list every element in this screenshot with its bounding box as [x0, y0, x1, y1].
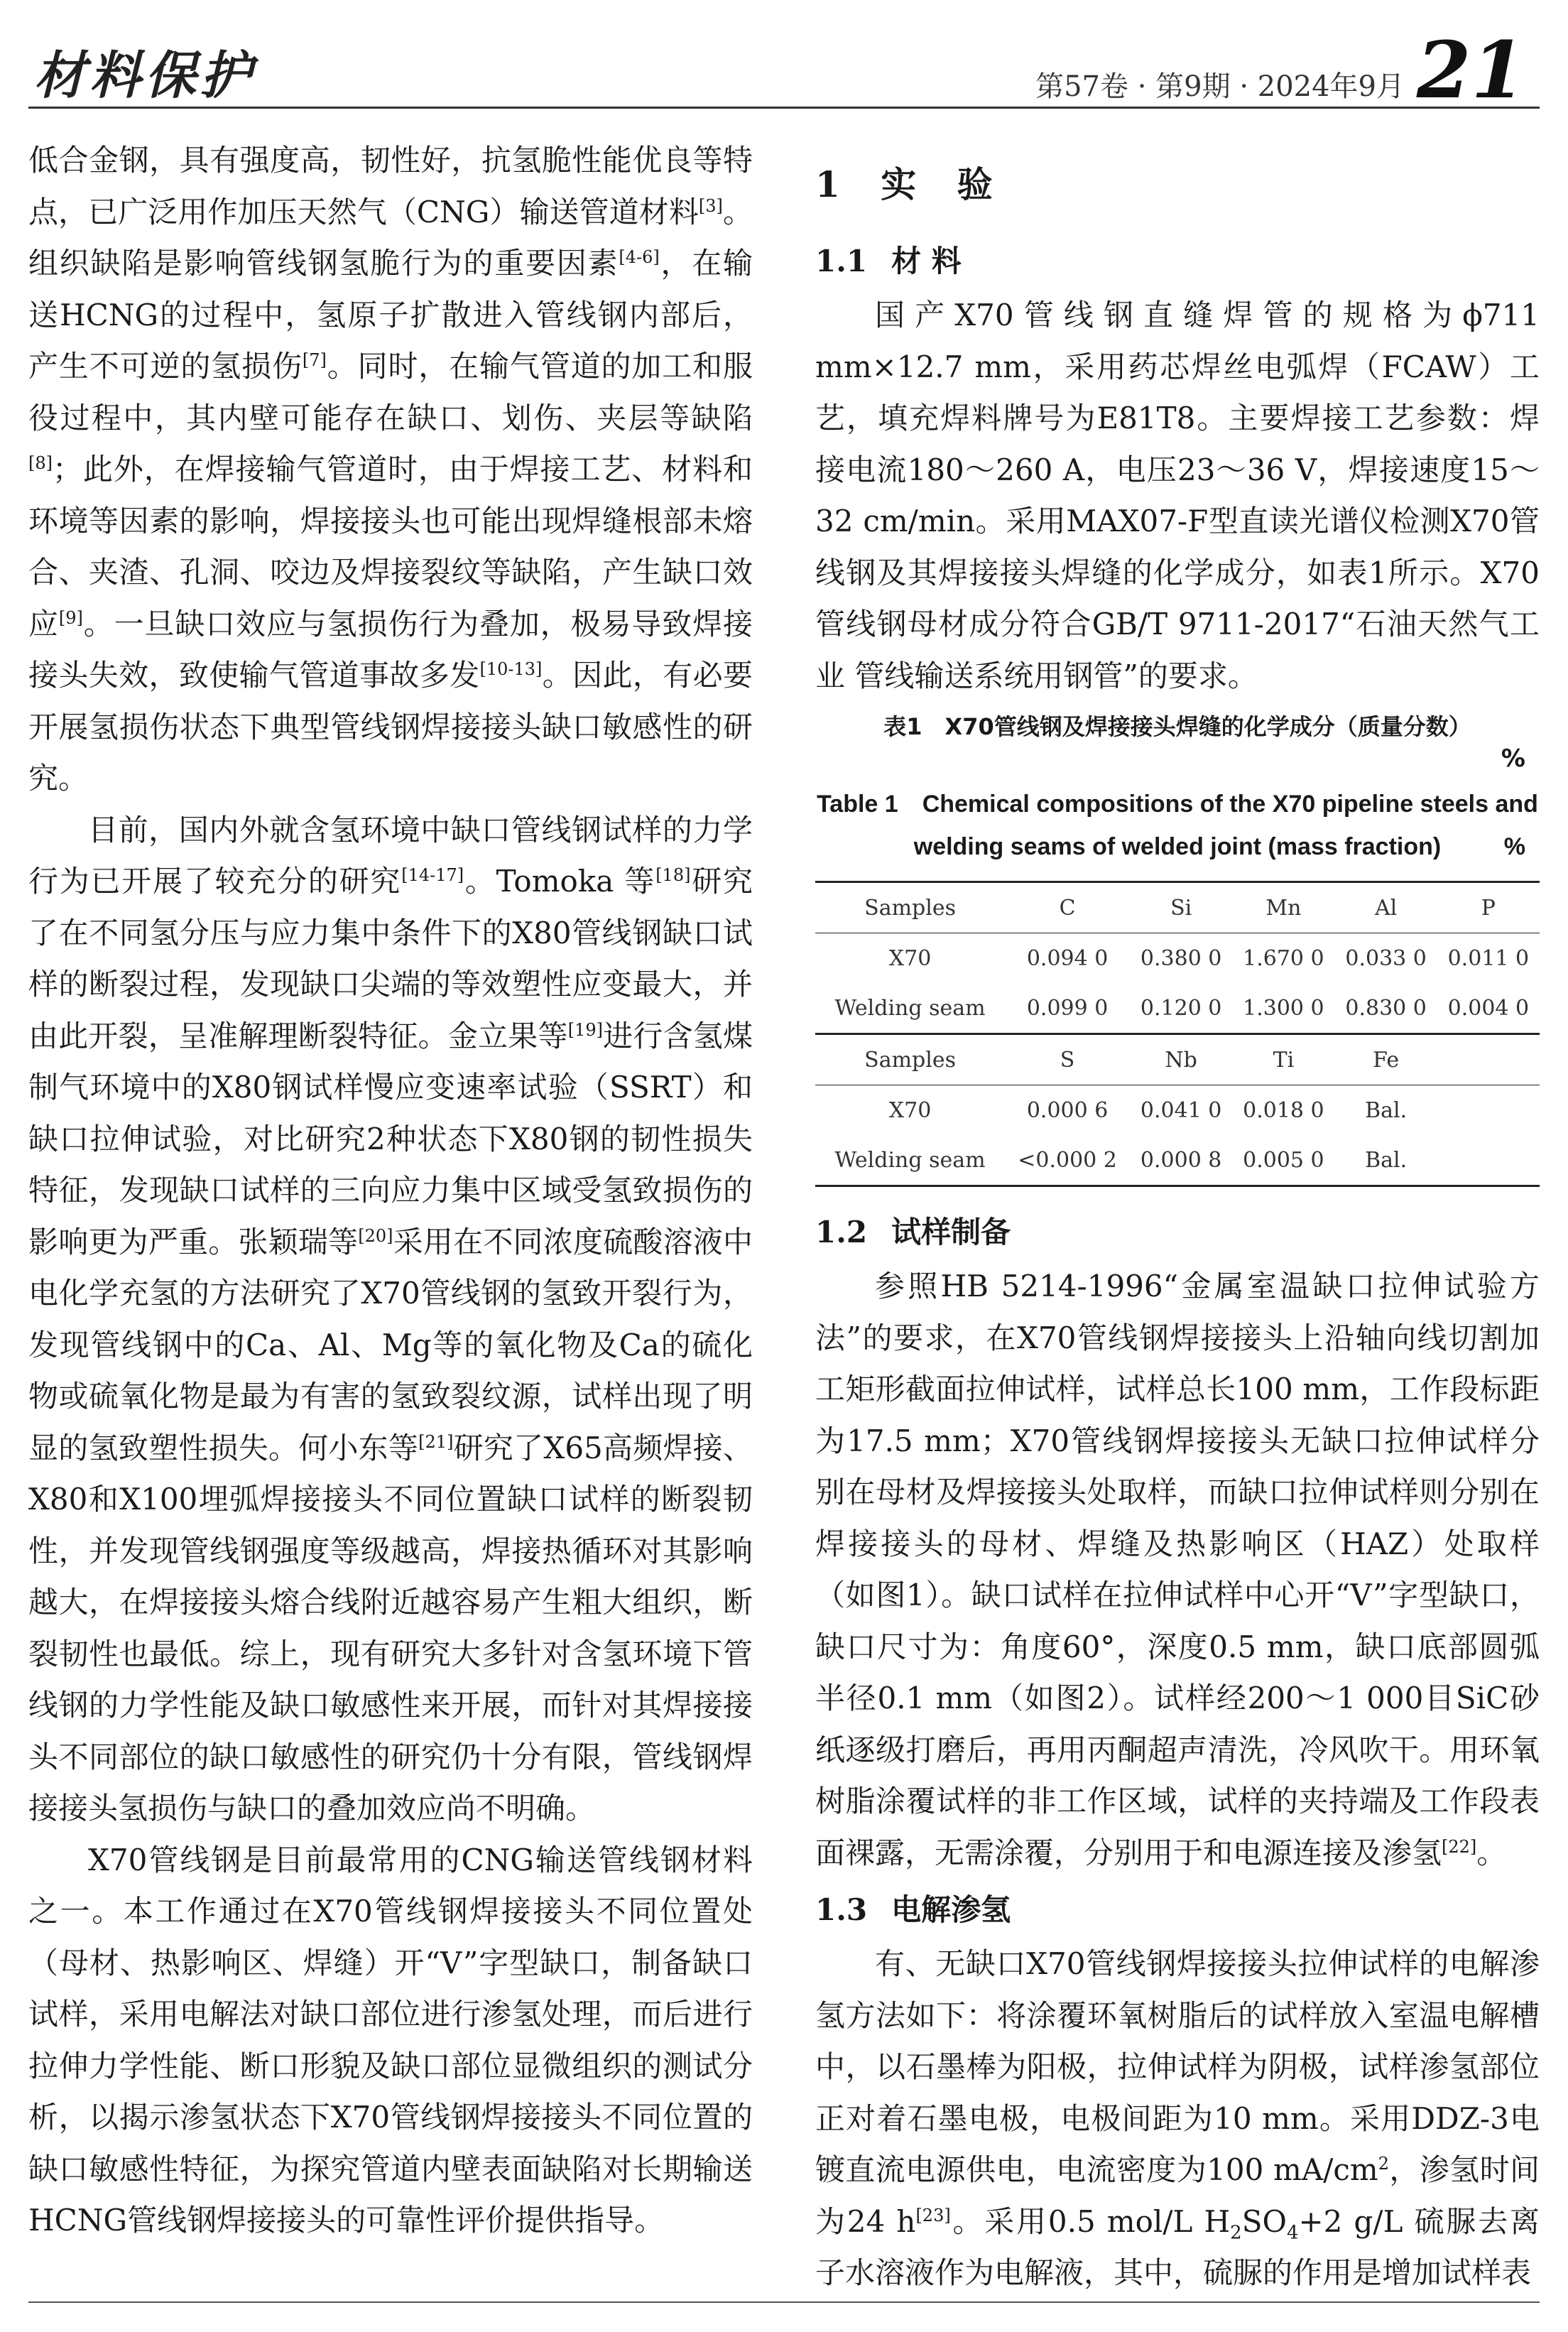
subsection-heading-1-3: 1.3 电解渗氢 [815, 1892, 1011, 1927]
table-row: Welding seam <0.000 2 0.000 8 0.005 0 Bal. [815, 1135, 1540, 1186]
page-number: 21 [1416, 24, 1525, 116]
paragraph-1: 低合金钢，具有强度高，韧性好，抗氢脆性能优良等特点，已广泛用作加压天然气（CNG）输送管道材料[3]。组织缺陷是影响管线钢氢脆行为的重要因素[4-6]，在输送HCNG的过程中，氢原子扩散进入管线钢内部后，产生不可逆的氢损伤[7]。同时，在输气管道的加工和服役过程中，其内壁可能存在缺口、划伤、夹层等缺陷[8]；此外，在焊接输气管道时，由于焊接工艺、材料和环境等因素的影响，焊接接头也可能出现焊缝根部未熔合、夹渣、孔洞、咬边及焊接裂纹等缺陷，产生缺口效应[9]。一旦缺口效应与氢损伤行为叠加，极易导致焊接接头失效，致使输气管道事故多发[10-13]。因此，有必要开展氢损伤状态下典型管线钢焊接接头缺口敏感性的研究。 [28, 143, 753, 796]
specimen-prep-paragraph: 参照HB 5214-1996“金属室温缺口拉伸试验方法”的要求，在X70管线钢焊接接头上沿轴向线切割加工矩形截面拉伸试样，试样总长100 mm，工作段标距为17.5 mm；X70管线钢焊接接头无缺口拉伸试样分别在母材及焊接接头处取样，而缺口拉伸试样则分别在焊接接头的母材、焊缝及热影响区（HAZ）处取样（如图1）。缺口试样在拉伸试样中心开“V”字型缺口，缺口尺寸为：角度60°，深度0.5 mm，缺口底部圆弧半径0.1 mm（如图2）。试样经200～1 000目SiC砂纸逐级打磨后，再用丙酮超声清洗，冷风吹干。用环氧树脂涂覆试样的非工作区域，试样的夹持端及工作段表面裸露，无需涂覆，分别用于和电源连接及渗氢[22]。 [815, 1269, 1540, 1870]
table-row: Welding seam 0.099 0 0.120 0 1.300 0 0.830 0 0.004 0 [834, 995, 1530, 1021]
left-column [28, 135, 753, 2247]
subsection-heading-1-1: 1.1 材 料 [815, 244, 962, 278]
paragraph-2: 目前，国内外就含氢环境中缺口管线钢试样的力学行为已开展了较充分的研究[14-17]。Tomoka 等[18]研究了在不同氢分压与应力集中条件下的X80管线钢缺口试样的断裂过程，发现缺口尖端的等效塑性应变最大，并由此开裂，呈准解理断裂特征。金立果等[19]进行含氢煤制气环境中的X80钢试样慢应变速率试验（SSRT）和缺口拉伸试验，对比研究2种状态下X80钢的韧性损失特征，发现缺口试样的三向应力集中区域受氢致损伤的影响更为严重。张颖瑞等[20]采用在不同浓度硫酸溶液中电化学充氢的方法研究了X70管线钢的氢致开裂行为，发现管线钢中的Ca、Al、Mg等的氧化物及Ca的硫化物或硫氧化物是最为有害的氢致裂纹源，试样出现了明显的氢致塑性损失。何小东等[21]研究了X65高频焊接、X80和X100埋弧焊接接头不同位置缺口试样的断裂韧性，并发现管线钢强度等级越高，焊接热循环对其影响越大，在焊接接头熔合线附近越容易产生粗大组织，断裂韧性也最低。综上，现有研究大多针对含氢环境下管线钢的力学性能及缺口敏感性来开展，而针对其焊接接头不同部位的缺口敏感性的研究仍十分有限，管线钢焊接接头氢损伤与缺口的叠加效应尚不明确。 [28, 812, 753, 1826]
paragraph-3: X70管线钢是目前最常用的CNG输送管线钢材料之一。本工作通过在X70管线钢焊接接头不同位置处（母材、热影响区、焊缝）开“V”字型缺口，制备缺口试样，采用电解法对缺口部位进行渗氢处理，而后进行拉伸力学性能、断口形貌及缺口部位显微组织的测试分析，以揭示渗氢状态下X70管线钢焊接接头不同位置的缺口敏感性特征，为探究管道内壁表面缺陷对长期输送HCNG管线钢焊接接头的可靠性评价提供指导。 [28, 1842, 753, 2238]
page-header [28, 24, 1540, 116]
table-row: X70 0.094 0 0.380 0 1.670 0 0.033 0 0.011 0 [888, 945, 1530, 971]
table-caption-en: Table 1 Chemical compositions of the X70 pipeline steels and welding seams of welded joint (mass fraction) % [817, 791, 1538, 860]
materials-paragraph: 国产X70管线钢直缝焊管的规格为ϕ711 mm×12.7 mm，采用药芯焊丝电弧焊（FCAW）工艺，填充焊料牌号为E81T8。主要焊接工艺参数：焊接电流180～260 A，电压23～36 V，焊接速度15～32 cm/min。采用MAX07-F型直读光谱仪检测X70管线钢及其焊接接头焊缝的化学成分，如表1所示。X70管线钢母材成分符合GB/T 9711-2017“石油天然气工业 管线输送系统用钢管”的要求。 [815, 298, 1540, 693]
subsection-heading-1-2: 1.2 试样制备 [815, 1215, 1011, 1249]
right-column [815, 135, 1540, 2299]
hydrogen-charging-paragraph: 有、无缺口X70管线钢焊接接头拉伸试样的电解渗氢方法如下：将涂覆环氧树脂后的试样放入室温电解槽中，以石墨棒为阳极，拉伸试样为阴极，试样渗氢部位正对着石墨电极，电极间距为10 mm。采用DDZ-3电镀直流电源供电，电流密度为100 $mA/cm^2$，渗氢时间为24 h[23]。采用0.5 mol/L $H_2SO_4+2$ g/L 硫脲去离子水溶液作为电解液，其中，硫脲的作用是增加试样表 [815, 1946, 1540, 2290]
table-unit-cn: % [1501, 744, 1525, 773]
journal-logo: 材料保护 [34, 45, 256, 105]
table-row: X70 0.000 6 0.041 0 0.018 0 Bal. [888, 1097, 1408, 1123]
section-heading-1: 1 实 验 [815, 163, 1007, 205]
table-header-row: Samples C Si Mn Al P [815, 882, 1540, 933]
footer-rule [28, 2301, 1540, 2303]
composition-table [815, 881, 1540, 1187]
issue-info: 第57卷 · 第9期 · 2024年9月 [1035, 70, 1405, 103]
table-caption-cn: 表1 X70管线钢及焊接接头焊缝的化学成分（质量分数） [883, 713, 1471, 740]
table-header-row: Samples S Nb Ti Fe [815, 1034, 1540, 1085]
